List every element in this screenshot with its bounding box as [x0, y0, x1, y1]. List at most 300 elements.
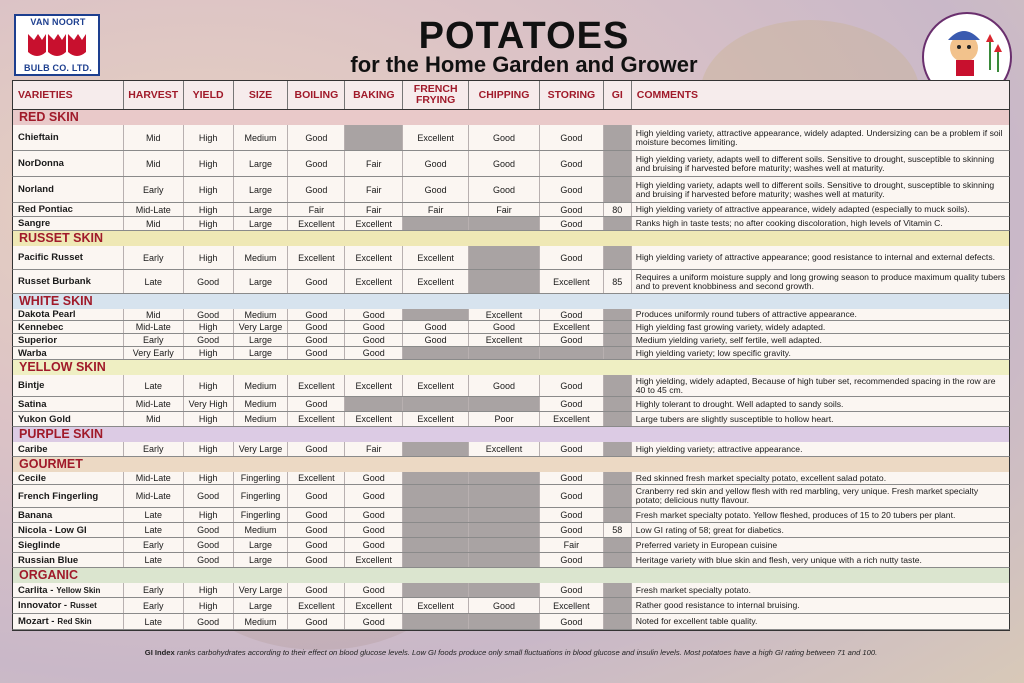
rating-cell: Good — [403, 151, 469, 176]
rating-cell: Excellent — [540, 321, 604, 333]
rating-cell: Mid-Late — [124, 397, 184, 411]
rating-cell — [604, 347, 632, 359]
rating-cell: Mid — [124, 217, 184, 230]
rating-cell: Good — [469, 598, 540, 613]
rating-cell — [604, 334, 632, 346]
rating-cell: Excellent — [345, 598, 403, 613]
rating-cell: High — [184, 125, 234, 150]
rating-cell: Fair — [288, 203, 345, 216]
variety-name — [13, 246, 124, 269]
rating-cell: Good — [345, 309, 403, 320]
rating-cell: Good — [469, 375, 540, 396]
rating-cell: Good — [288, 442, 345, 456]
rating-cell — [403, 397, 469, 411]
table-row — [12, 523, 1010, 538]
section-heading: PURPLE SKIN — [12, 427, 1010, 442]
rating-cell: Good — [345, 472, 403, 484]
rating-cell — [403, 485, 469, 507]
rating-cell: Mid-Late — [124, 485, 184, 507]
comment-cell: Requires a uniform moisture supply and long growing season to produce maximum quality tubers and to prevent knobbiness and second growth. — [635, 271, 1006, 291]
rating-cell: Good — [540, 309, 604, 320]
table-row — [12, 538, 1010, 553]
rating-cell — [604, 412, 632, 426]
section-heading: RUSSET SKIN — [12, 231, 1010, 246]
rating-cell: Poor — [469, 412, 540, 426]
rating-cell: Good — [288, 125, 345, 150]
page-title: POTATOES — [418, 15, 630, 57]
rating-cell: Good — [540, 334, 604, 346]
rating-cell: Good — [288, 508, 345, 522]
rating-cell — [604, 472, 632, 484]
rating-cell: Good — [184, 614, 234, 629]
rating-cell: Medium — [234, 246, 289, 269]
variety-skin-note: Russet — [70, 601, 97, 610]
variety-name — [13, 583, 124, 597]
rating-cell: Early — [124, 442, 184, 456]
rating-cell: Medium — [234, 375, 289, 396]
footnote-text: ranks carbohydrates according to their effect on blood glucose levels. Low GI foods produce only small fluctuations in blood glucose and insulin levels. Most potatoes have a high GI rating between 71 and 100. — [174, 648, 878, 657]
rating-cell: Mid-Late — [124, 472, 184, 484]
variety-label: Banana — [18, 509, 53, 521]
rating-cell: Late — [124, 508, 184, 522]
rating-cell: High — [184, 347, 234, 359]
variety-name — [13, 523, 124, 537]
table-bottom-border — [12, 630, 1010, 631]
rating-cell: Excellent — [345, 375, 403, 396]
rating-cell — [403, 347, 469, 359]
rating-cell: Excellent — [403, 270, 469, 293]
column-header: HARVEST — [124, 81, 184, 109]
variety-name — [13, 151, 124, 176]
rating-cell: Good — [288, 151, 345, 176]
comment-cell: Low GI rating of 58; great for diabetics. — [635, 524, 784, 535]
rating-cell: Good — [345, 614, 403, 629]
comment-cell: Produces uniformly round tubers of attractive appearance. — [635, 309, 857, 319]
rating-cell: Good — [288, 347, 345, 359]
rating-cell: Excellent — [288, 412, 345, 426]
rating-cell: 58 — [604, 523, 632, 537]
column-header: YIELD — [184, 81, 234, 109]
table-row — [12, 334, 1010, 347]
rating-cell: Good — [540, 583, 604, 597]
rating-cell — [469, 217, 540, 230]
rating-cell: Good — [345, 347, 403, 359]
rating-cell: Mid — [124, 151, 184, 176]
rating-cell: Excellent — [469, 442, 540, 456]
rating-cell — [469, 553, 540, 567]
section-heading: ORGANIC — [12, 568, 1010, 583]
rating-cell: Excellent — [469, 309, 540, 320]
comment-cell: High yielding variety of attractive appearance, widely adapted (especially to muck soils). — [635, 204, 970, 214]
rating-cell: Large — [234, 203, 289, 216]
column-header: CHIPPING — [469, 81, 540, 109]
rating-cell: Mid-Late — [124, 321, 184, 333]
rating-cell: Good — [540, 203, 604, 216]
variety-name — [13, 442, 124, 456]
rating-cell: Good — [288, 270, 345, 293]
comment-cell: Fresh market specialty potato. Yellow fleshed, produces of 15 to 20 tubers per plant. — [635, 509, 956, 520]
rating-cell: Good — [469, 321, 540, 333]
rating-cell: Large — [234, 334, 289, 346]
rating-cell: Very Large — [234, 583, 289, 597]
rating-cell: Good — [288, 485, 345, 507]
comment-cell: Fresh market specialty potato. — [635, 584, 751, 595]
rating-cell: Good — [345, 334, 403, 346]
rating-cell — [403, 553, 469, 567]
variety-name — [13, 270, 124, 293]
rating-cell: Good — [540, 553, 604, 567]
rating-cell: Early — [124, 177, 184, 202]
rating-cell: Very Large — [234, 321, 289, 333]
variety-skin-note: Red Skin — [57, 617, 92, 626]
rating-cell — [469, 523, 540, 537]
rating-cell: Large — [234, 598, 289, 613]
rating-cell: Good — [184, 309, 234, 320]
rating-cell — [403, 508, 469, 522]
rating-cell: Excellent — [403, 125, 469, 150]
rating-cell: Late — [124, 614, 184, 629]
variety-name — [13, 309, 124, 320]
column-header: SIZE — [234, 81, 289, 109]
table-row — [12, 321, 1010, 334]
rating-cell: Good — [540, 125, 604, 150]
rating-cell — [469, 583, 540, 597]
rating-cell — [403, 523, 469, 537]
rating-cell: Late — [124, 375, 184, 396]
rating-cell — [345, 397, 403, 411]
variety-name — [13, 472, 124, 484]
rating-cell — [604, 125, 632, 150]
rating-cell: Good — [540, 375, 604, 396]
rating-cell: Good — [540, 485, 604, 507]
variety-name — [13, 508, 124, 522]
rating-cell — [403, 442, 469, 456]
rating-cell: Medium — [234, 125, 289, 150]
variety-name — [13, 375, 124, 396]
table-row — [12, 598, 1010, 614]
table-row — [12, 583, 1010, 598]
variety-label: Sangre — [18, 218, 51, 229]
rating-cell: Good — [345, 508, 403, 522]
variety-label: Innovator - — [18, 600, 68, 611]
rating-cell — [469, 347, 540, 359]
variety-label: Warba — [18, 347, 47, 359]
rating-cell — [403, 538, 469, 552]
rating-cell: Good — [403, 177, 469, 202]
rating-cell: Fingerling — [234, 485, 289, 507]
rating-cell: Good — [540, 246, 604, 269]
rating-cell: Good — [288, 614, 345, 629]
rating-cell: Good — [345, 538, 403, 552]
section-heading: WHITE SKIN — [12, 294, 1010, 309]
rating-cell: Good — [469, 177, 540, 202]
rating-cell: Good — [540, 217, 604, 230]
column-header: COMMENTS — [636, 88, 699, 101]
variety-label: Caribe — [18, 443, 48, 455]
rating-cell: Very High — [184, 397, 234, 411]
rating-cell — [604, 553, 632, 567]
rating-cell: Excellent — [403, 412, 469, 426]
rating-cell: Good — [540, 614, 604, 629]
variety-name — [13, 485, 124, 507]
rating-cell: Excellent — [403, 246, 469, 269]
rating-cell — [403, 472, 469, 484]
comment-cell: High yielding variety; attractive appearance. — [635, 443, 803, 454]
rating-cell: High — [184, 472, 234, 484]
variety-label: Carlita - — [18, 584, 54, 596]
column-header: BAKING — [345, 81, 403, 109]
table-body — [12, 110, 1010, 630]
rating-cell: Large — [234, 538, 289, 552]
column-header: GI — [604, 81, 632, 109]
section-heading: RED SKIN — [12, 110, 1010, 125]
rating-cell: High — [184, 442, 234, 456]
rating-cell: Excellent — [469, 334, 540, 346]
rating-cell — [604, 177, 632, 202]
variety-name — [13, 553, 124, 567]
footnote-label: GI Index — [144, 648, 175, 657]
rating-cell: 80 — [604, 203, 632, 216]
rating-cell: Fingerling — [234, 472, 289, 484]
rating-cell: Excellent — [345, 553, 403, 567]
rating-cell: Early — [124, 246, 184, 269]
variety-label: Russet Burbank — [18, 276, 91, 287]
rating-cell: Late — [124, 270, 184, 293]
variety-skin-note: Yellow Skin — [56, 585, 101, 595]
rating-cell: High — [184, 177, 234, 202]
rating-cell — [469, 270, 540, 293]
variety-label: Chieftain — [18, 132, 59, 143]
variety-label: Cecile — [18, 472, 46, 484]
variety-label: Norland — [18, 184, 54, 195]
table-row — [12, 614, 1010, 630]
comment-cell: High yielding, widely adapted, Because of high tuber set, recommended spacing in the row are 40 to 45 cm. — [635, 375, 996, 395]
section-heading: YELLOW SKIN — [12, 360, 1010, 375]
rating-cell — [604, 246, 632, 269]
rating-cell: Good — [288, 334, 345, 346]
variety-label: Bintje — [18, 380, 45, 391]
variety-label: Sieglinde — [18, 539, 61, 551]
table-row — [12, 375, 1010, 397]
rating-cell: Large — [234, 151, 289, 176]
rating-cell: Good — [288, 523, 345, 537]
rating-cell: Good — [540, 177, 604, 202]
rating-cell: Good — [345, 523, 403, 537]
rating-cell: Excellent — [345, 246, 403, 269]
rating-cell — [469, 508, 540, 522]
rating-cell: Good — [540, 523, 604, 537]
rating-cell — [604, 598, 632, 613]
rating-cell: Good — [540, 397, 604, 411]
comment-cell: Medium yielding variety, self fertile, well adapted. — [635, 334, 822, 345]
table-row — [12, 177, 1010, 203]
variety-label: Yukon Gold — [18, 413, 71, 425]
rating-cell: Good — [184, 553, 234, 567]
rating-cell: Excellent — [288, 598, 345, 613]
comment-cell: High yielding variety, adapts well to different soils. Sensitive to drought, susceptible to skinning and bruising if harvested before maturity; washes well at maturity. — [635, 153, 995, 173]
table-row — [12, 246, 1010, 270]
rating-cell: High — [184, 412, 234, 426]
rating-cell: Large — [234, 177, 289, 202]
mascot-icon — [924, 14, 1010, 86]
rating-cell: Excellent — [345, 270, 403, 293]
rating-cell: Medium — [234, 309, 289, 320]
rating-cell: Good — [184, 270, 234, 293]
rating-cell: Fair — [345, 151, 403, 176]
logo-brand-top: VAN NOORT — [30, 17, 86, 27]
variety-name — [13, 412, 124, 426]
rating-cell: Good — [184, 538, 234, 552]
rating-cell: Good — [345, 485, 403, 507]
table-row — [12, 217, 1010, 231]
rating-cell: Early — [124, 334, 184, 346]
table-header — [12, 80, 1010, 110]
rating-cell: Fair — [469, 203, 540, 216]
comment-cell: Rather good resistance to internal bruising. — [635, 600, 800, 610]
comment-cell: Ranks high in taste tests; no after cooking discoloration, high levels of Vitamin C. — [635, 218, 943, 228]
rating-cell — [604, 583, 632, 597]
variety-label: Mozart - — [18, 616, 55, 627]
column-header: STORING — [540, 81, 604, 109]
rating-cell: Good — [540, 442, 604, 456]
variety-label: Kennebec — [18, 321, 64, 333]
rating-cell — [604, 614, 632, 629]
rating-cell: Good — [288, 583, 345, 597]
rating-cell — [469, 246, 540, 269]
page-subtitle: for the Home Garden and Grower — [350, 52, 698, 77]
column-header: FRENCH FRYING — [403, 81, 469, 109]
rating-cell — [604, 151, 632, 176]
rating-cell: Good — [288, 397, 345, 411]
rating-cell: Fair — [345, 203, 403, 216]
comment-cell: Cranberry red skin and yellow flesh with red marbling, very unique. Fresh market specialty potato; delicious nutty flavour. — [635, 486, 979, 505]
variety-label: Nicola - Low GI — [18, 524, 87, 536]
variety-name — [13, 321, 124, 333]
table-row — [12, 203, 1010, 217]
rating-cell: Medium — [234, 614, 289, 629]
rating-cell — [403, 309, 469, 320]
variety-name — [13, 538, 124, 552]
rating-cell: Good — [469, 125, 540, 150]
rating-cell: Excellent — [345, 217, 403, 230]
rating-cell — [469, 614, 540, 629]
rating-cell: Good — [469, 151, 540, 176]
variety-label: NorDonna — [18, 158, 64, 169]
variety-label: Pacific Russet — [18, 252, 83, 263]
table-row — [12, 125, 1010, 151]
rating-cell: Fair — [345, 177, 403, 202]
potato-varieties-table — [12, 80, 1010, 631]
variety-name — [13, 217, 124, 230]
rating-cell — [604, 375, 632, 396]
rating-cell: Early — [124, 538, 184, 552]
rating-cell: Late — [124, 553, 184, 567]
section-heading: GOURMET — [12, 457, 1010, 472]
rating-cell: Good — [540, 151, 604, 176]
rating-cell: Good — [184, 334, 234, 346]
rating-cell: Fair — [345, 442, 403, 456]
comment-cell: High yielding variety, attractive appearance, widely adapted. Undersizing can be a problem if soil moisture becomes limiting. — [635, 127, 1003, 147]
rating-cell: Good — [403, 321, 469, 333]
rating-cell — [469, 485, 540, 507]
rating-cell: Medium — [234, 397, 289, 411]
variety-label: Dakota Pearl — [18, 309, 76, 320]
rating-cell: Mid — [124, 412, 184, 426]
rating-cell: Good — [345, 321, 403, 333]
column-header: VARIETIES — [13, 81, 124, 109]
rating-cell — [604, 397, 632, 411]
rating-cell: High — [184, 151, 234, 176]
rating-cell — [604, 485, 632, 507]
rating-cell: Excellent — [288, 217, 345, 230]
rating-cell: Good — [540, 508, 604, 522]
table-row — [12, 270, 1010, 294]
rating-cell: Good — [184, 485, 234, 507]
rating-cell: Good — [288, 309, 345, 320]
rating-cell: Excellent — [540, 270, 604, 293]
table-row — [12, 309, 1010, 321]
van-noort-logo — [14, 14, 100, 76]
rating-cell: Large — [234, 217, 289, 230]
rating-cell — [604, 442, 632, 456]
rating-cell — [604, 508, 632, 522]
comment-cell: High yielding fast growing variety, widely adapted. — [635, 321, 826, 332]
variety-label: French Fingerling — [18, 490, 99, 502]
table-row — [12, 508, 1010, 523]
rating-cell: Excellent — [540, 598, 604, 613]
rating-cell — [403, 614, 469, 629]
rating-cell: Good — [540, 472, 604, 484]
rating-cell: High — [184, 598, 234, 613]
rating-cell: High — [184, 321, 234, 333]
rating-cell — [604, 538, 632, 552]
variety-name — [13, 598, 124, 613]
rating-cell — [403, 583, 469, 597]
rating-cell: Excellent — [288, 246, 345, 269]
rating-cell: High — [184, 246, 234, 269]
variety-name — [13, 347, 124, 359]
rating-cell: Medium — [234, 412, 289, 426]
variety-label: Superior — [18, 334, 58, 346]
table-row — [12, 472, 1010, 485]
rating-cell: Medium — [234, 523, 289, 537]
rating-cell: Good — [288, 553, 345, 567]
rating-cell: Excellent — [403, 375, 469, 396]
rating-cell: Fair — [403, 203, 469, 216]
table-row — [12, 151, 1010, 177]
variety-name — [13, 203, 124, 216]
variety-name — [13, 397, 124, 411]
rating-cell — [345, 125, 403, 150]
variety-label: Russian Blue — [18, 554, 79, 566]
table-row — [12, 442, 1010, 457]
rating-cell — [540, 347, 604, 359]
comment-cell: Noted for excellent table quality. — [635, 616, 758, 626]
rating-cell — [469, 538, 540, 552]
rating-cell — [604, 309, 632, 320]
comment-cell: Red skinned fresh market specialty potato, excellent salad potato. — [635, 472, 887, 483]
rating-cell: Large — [234, 347, 289, 359]
comment-cell: High yielding variety of attractive appearance; good resistance to internal and external defects. — [635, 252, 996, 262]
rating-cell — [604, 217, 632, 230]
rating-cell: Fingerling — [234, 508, 289, 522]
variety-name — [13, 125, 124, 150]
comment-cell: Large tubers are slightly susceptible to hollow heart. — [635, 413, 834, 424]
variety-name — [13, 614, 124, 629]
rating-cell — [604, 321, 632, 333]
rating-cell: Good — [288, 177, 345, 202]
rating-cell: Very Large — [234, 442, 289, 456]
